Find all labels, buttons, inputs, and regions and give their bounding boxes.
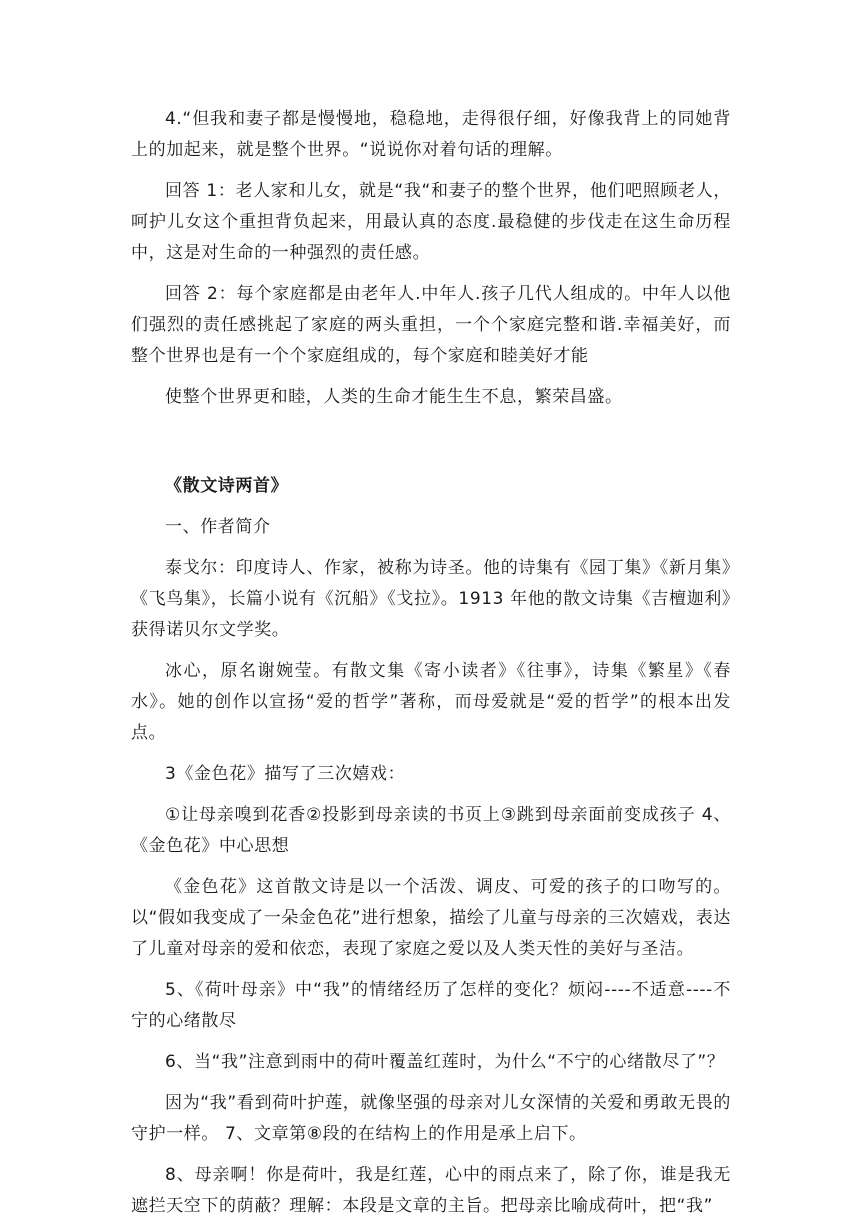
question-8-paragraph: 8、母亲啊！你是荷叶，我是红莲，心中的雨点来了，除了你，谁是我无遮拦天空下的荫蔽？理解：本段是文章的主旨。把母亲比喻成荷叶，把“我”	[131, 1165, 731, 1216]
answer-6-paragraph: 因为“我”看到荷叶护莲，就像坚强的母亲对儿女深情的关爱和勇敢无畏的守护一样。 7、文章第⑧段的在结构上的作用是承上启下。	[131, 1093, 731, 1144]
section-title: 《散文诗两首》	[165, 476, 289, 496]
question-6-paragraph: 6、当“我”注意到雨中的荷叶覆盖红莲时，为什么“不宁的心绪散尽了”？	[165, 1052, 725, 1072]
author-intro-heading: 一、作者简介	[165, 517, 271, 537]
golden-flower-games-heading: 3《金色花》描写了三次嬉戏：	[165, 764, 406, 784]
answer-1-paragraph: 回答 1：老人家和儿女，就是“我“和妻子的整个世界，他们吧照顾老人，呵护儿女这个重担背负起来，用最认真的态度.最稳健的步伐走在这生命历程中，这是对生命的一种强烈的责任感。	[131, 181, 731, 263]
tagore-paragraph: 泰戈尔：印度诗人、作家，被称为诗圣。他的诗集有《园丁集》《新月集》《飞鸟集》，长篇小说有《沉船》《戈拉》。1913 年他的散文诗集《吉檀迦利》获得诺贝尔文学奖。	[131, 558, 731, 640]
golden-flower-theme-paragraph: 《金色花》这首散文诗是以一个活泼、调皮、可爱的孩子的口吻写的。以“假如我变成了一朵金色花”进行想象，描绘了儿童与母亲的三次嬉戏，表达了儿童对母亲的爱和依恋，表现了家庭之爱以及人类天性的美好与圣洁。	[131, 877, 731, 959]
question-4-paragraph: 4.“但我和妻子都是慢慢地，稳稳地，走得很仔细，好像我背上的同她背上的加起来，就是整个世界。“说说你对着句话的理解。	[131, 109, 731, 160]
question-5-paragraph: 5、《荷叶母亲》中“我”的情绪经历了怎样的变化？烦闷----不适意----不宁的心绪散尽	[131, 980, 731, 1031]
answer-2-continuation: 使整个世界更和睦，人类的生命才能生生不息，繁荣昌盛。	[165, 387, 623, 407]
golden-flower-games-list: ①让母亲嗅到花香②投影到母亲读的书页上③跳到母亲面前变成孩子 4、《金色花》中心思想	[131, 805, 731, 856]
answer-2-paragraph: 回答 2：每个家庭都是由老年人.中年人.孩子几代人组成的。中年人以他们强烈的责任感挑起了家庭的两头重担，一个个家庭完整和谐.幸福美好，而整个世界也是有一个个家庭组成的，每个家庭和睦美好才能	[131, 284, 731, 366]
bingxin-paragraph: 冰心，原名谢婉莹。有散文集《寄小读者》《往事》，诗集《繁星》《春水》。她的创作以宣扬“爱的哲学”著称，而母爱就是“爱的哲学”的根本出发点。	[131, 661, 731, 743]
document-body	[131, 104, 731, 1222]
